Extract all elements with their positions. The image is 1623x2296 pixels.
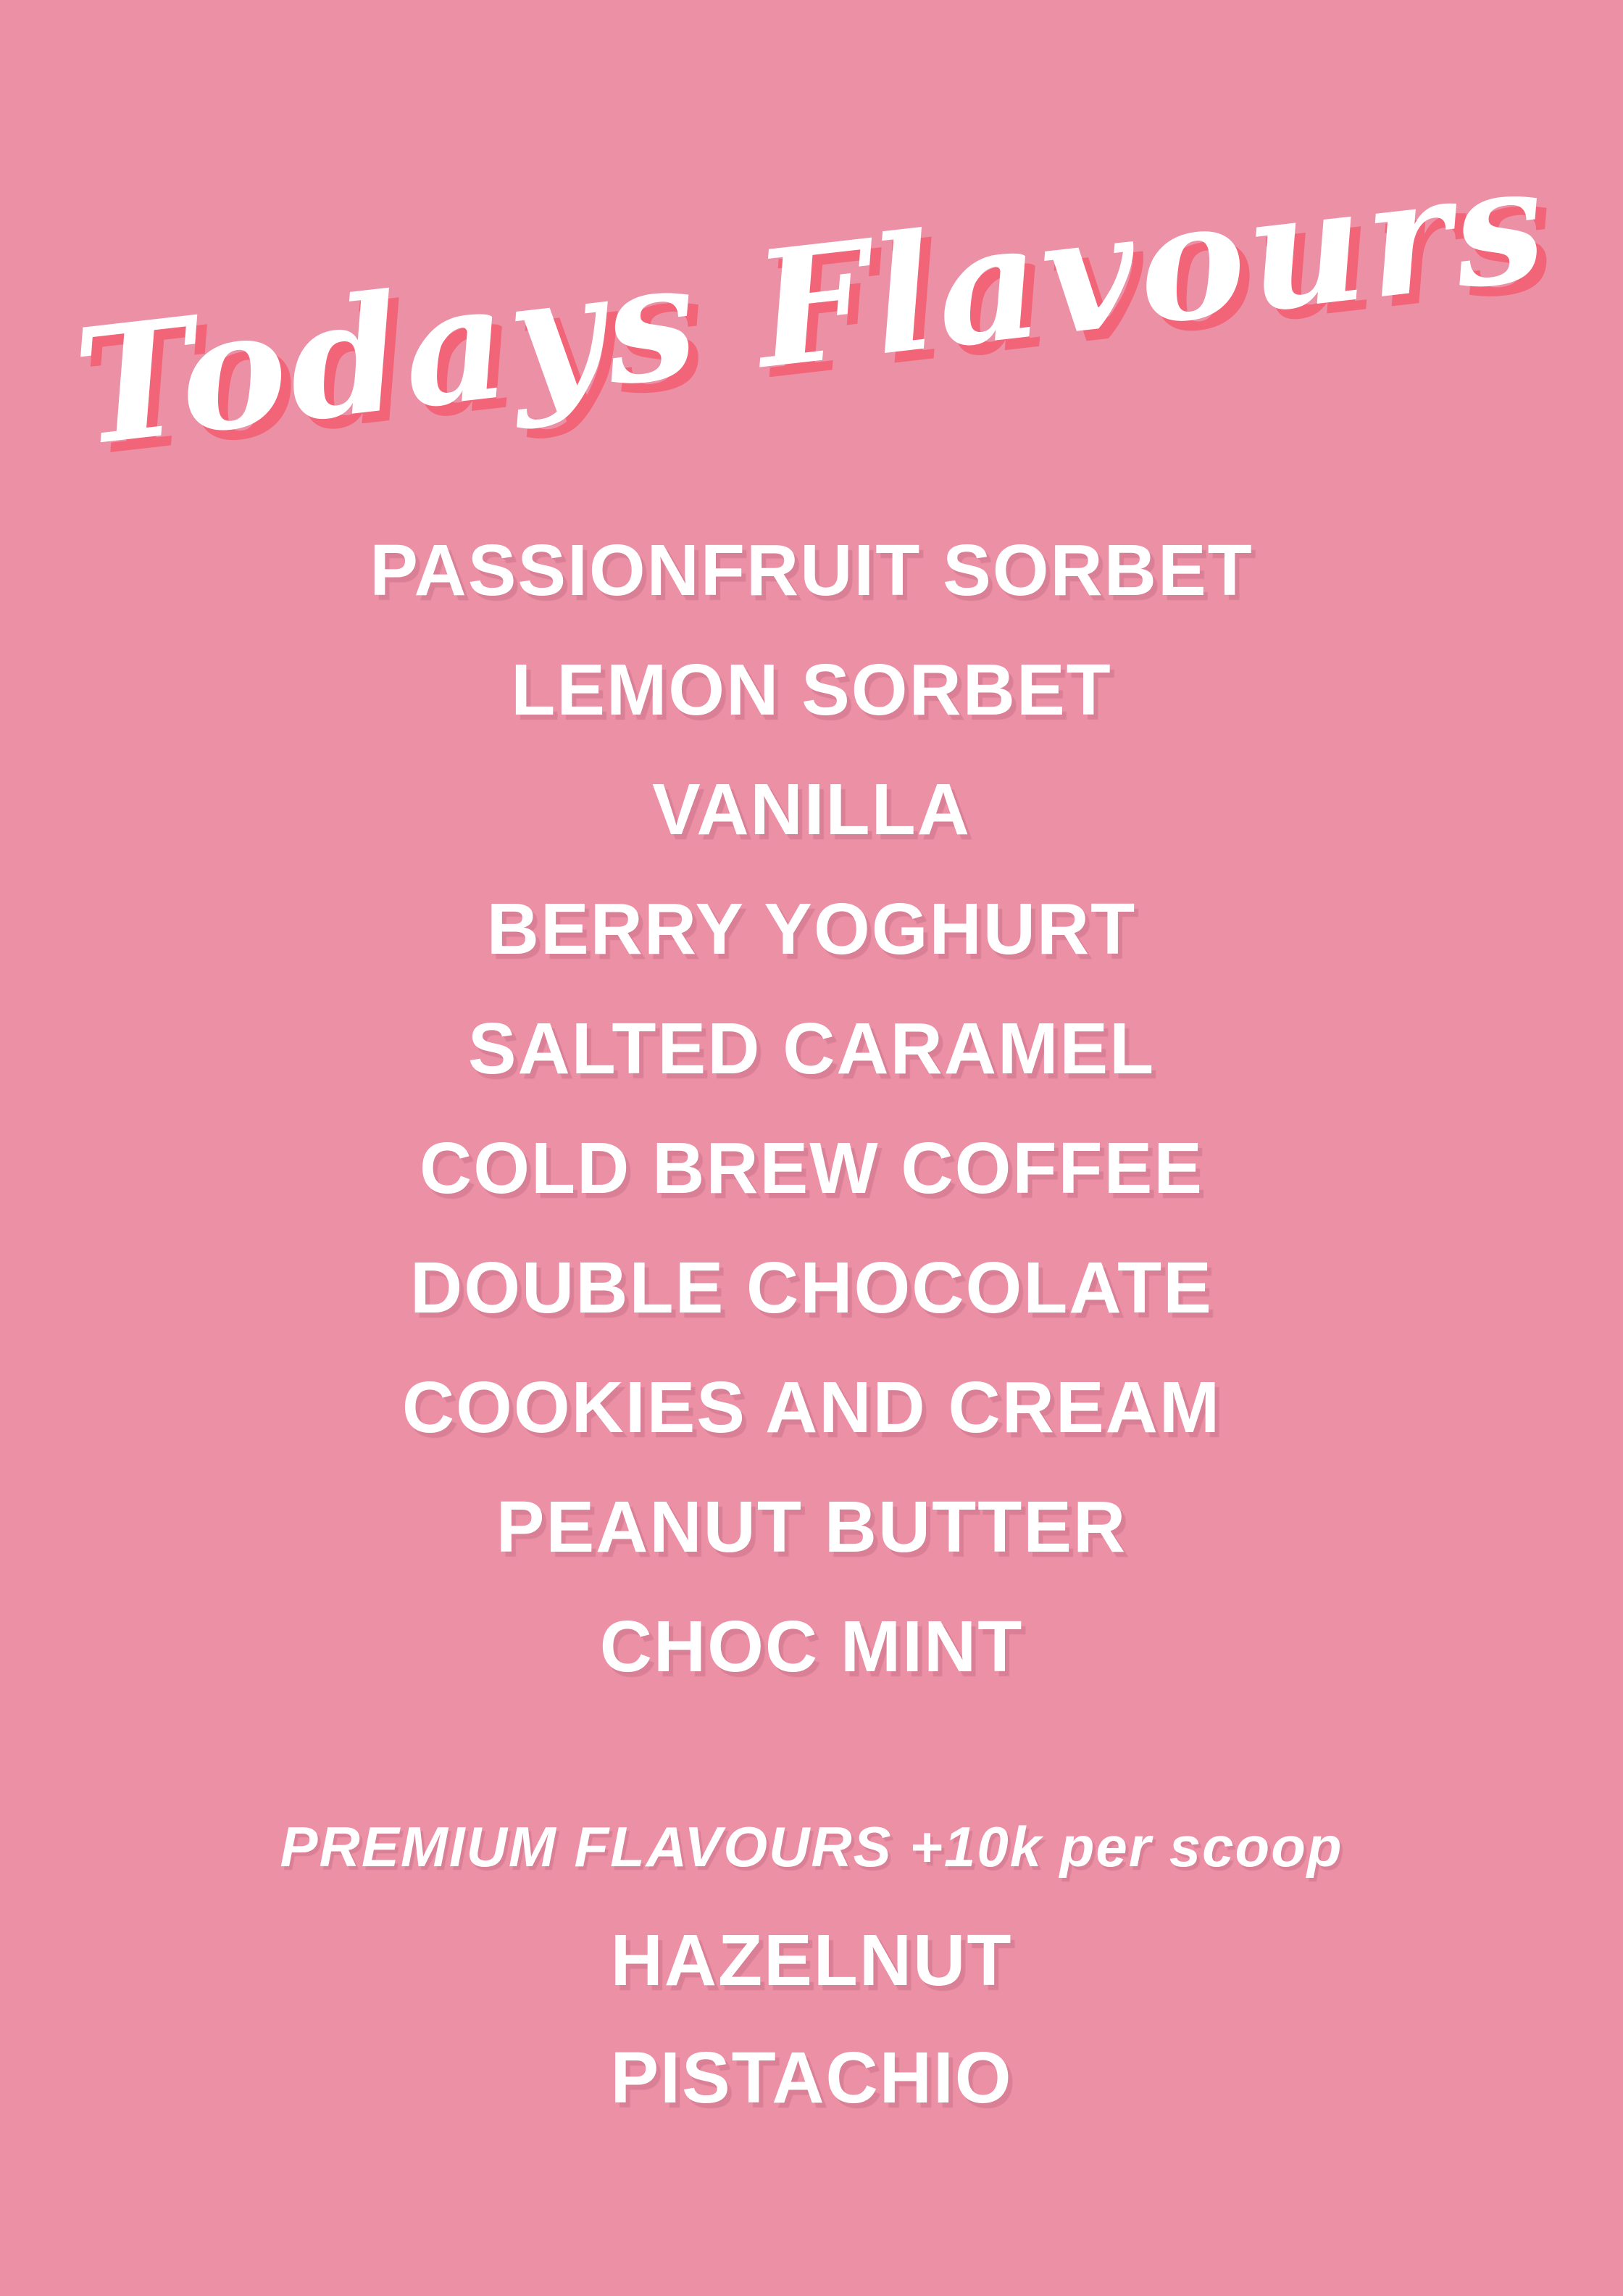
flavour-item: CHOC MINT bbox=[599, 1606, 1024, 1687]
flavour-item: LEMON SORBET bbox=[511, 649, 1112, 731]
flavour-item: PASSIONFRUIT SORBET bbox=[370, 530, 1253, 611]
premium-flavour-list bbox=[0, 1902, 1623, 2137]
page-title: Todays Flavours bbox=[66, 128, 1557, 482]
premium-note: PREMIUM FLAVOURS +10k per scoop bbox=[280, 1815, 1343, 1879]
flavour-list bbox=[0, 511, 1623, 1707]
flavour-item: COLD BREW COFFEE bbox=[420, 1128, 1203, 1209]
flavour-item: BERRY YOGHURT bbox=[486, 889, 1137, 970]
premium-flavour-item: HAZELNUT bbox=[610, 1920, 1013, 2001]
flavour-item: SALTED CARAMEL bbox=[467, 1008, 1156, 1089]
flavour-item: COOKIES AND CREAM bbox=[401, 1367, 1222, 1448]
premium-flavour-item: PISTACHIO bbox=[610, 2037, 1013, 2118]
flavour-item: VANILLA bbox=[652, 769, 971, 850]
flavour-item: DOUBLE CHOCOLATE bbox=[410, 1247, 1213, 1328]
flavour-item: PEANUT BUTTER bbox=[496, 1486, 1127, 1568]
